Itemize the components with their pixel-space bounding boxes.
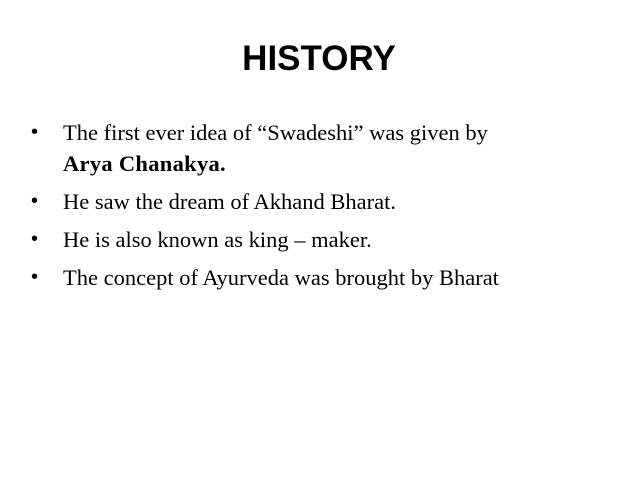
bullet-text: He is also known as king – maker. bbox=[63, 227, 372, 252]
bullet-icon: • bbox=[31, 190, 39, 212]
bullet-text: The concept of Ayurveda was brought by Bharat bbox=[63, 265, 499, 290]
bullet-icon: • bbox=[31, 121, 39, 143]
slide-title: HISTORY bbox=[242, 39, 396, 78]
bullet-item bbox=[30, 262, 615, 293]
bullet-item bbox=[30, 186, 615, 217]
bullet-item bbox=[30, 224, 615, 255]
bullet-text: The first ever idea of “Swadeshi” was given by bbox=[63, 120, 488, 145]
bullet-list bbox=[30, 117, 615, 300]
bullet-text: He saw the dream of Akhand Bharat. bbox=[63, 189, 397, 214]
bullet-icon: • bbox=[31, 266, 39, 288]
bullet-icon: • bbox=[31, 228, 39, 250]
bullet-emphasis: Arya Chanakya. bbox=[63, 151, 226, 176]
bullet-item bbox=[30, 117, 615, 179]
